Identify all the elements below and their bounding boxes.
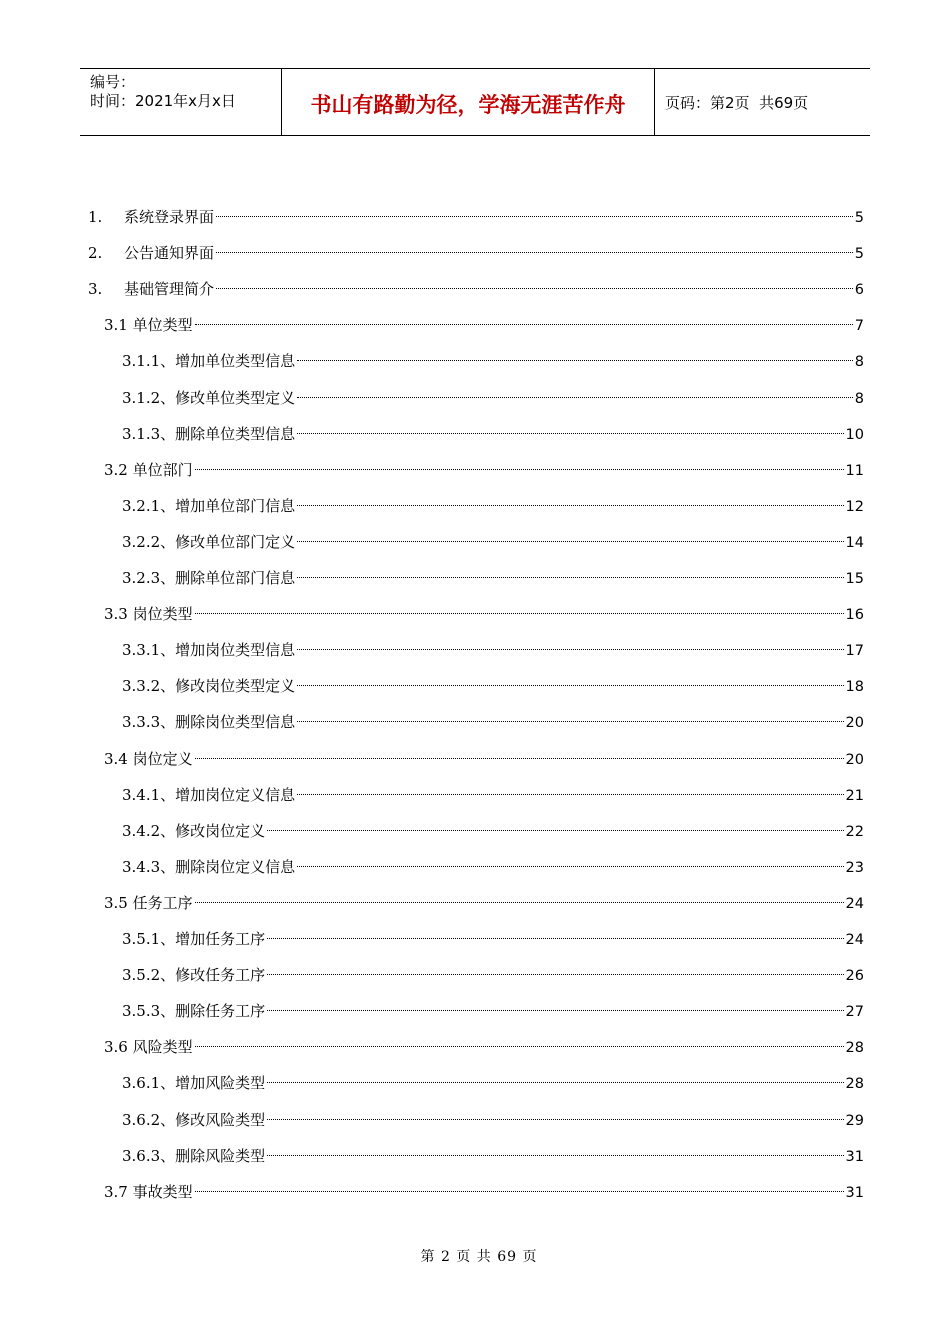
toc-entry[interactable]	[122, 928, 864, 950]
toc-entry-page: 24	[845, 895, 864, 912]
toc-entry-page: 14	[845, 534, 864, 551]
toc-entry[interactable]	[122, 1109, 864, 1131]
toc-entry[interactable]	[88, 206, 864, 228]
toc-entry-title: 3.5.1、增加任务工序	[122, 930, 266, 948]
toc-entry[interactable]	[122, 531, 864, 553]
toc-entry-number: 2.	[88, 244, 103, 263]
toc-entry[interactable]	[122, 1145, 864, 1167]
toc-dot-leader	[297, 577, 843, 578]
toc-dot-leader	[297, 433, 843, 434]
toc-entry-page: 18	[845, 679, 864, 696]
toc-entry[interactable]	[104, 603, 864, 625]
toc-dot-leader	[216, 252, 853, 253]
toc-entry-title: 3.1.1、增加单位类型信息	[122, 352, 296, 371]
toc-entry-title: 3.3.2、修改岗位类型定义	[122, 677, 296, 696]
toc-entry-page: 31	[845, 1184, 864, 1201]
toc-entry-title: 3.1 单位类型	[104, 316, 193, 335]
toc-dot-leader	[267, 1082, 843, 1083]
toc-dot-leader	[297, 649, 843, 650]
toc-entry-title: 3.6.1、增加风险类型	[122, 1074, 266, 1093]
toc-entry-page: 28	[845, 1076, 864, 1093]
toc-dot-leader	[267, 974, 843, 975]
toc-entry-title: 3.3.3、删除岗位类型信息	[122, 713, 296, 732]
toc-dot-leader	[297, 505, 843, 506]
toc-entry[interactable]	[104, 1036, 864, 1058]
toc-entry-page: 21	[845, 787, 864, 804]
toc-dot-leader	[195, 324, 853, 325]
toc-entry-title: 3.6 风险类型	[104, 1038, 193, 1057]
toc-entry-page: 20	[845, 715, 864, 732]
toc-dot-leader	[297, 866, 843, 867]
toc-dot-leader	[216, 288, 853, 289]
toc-entry-title: 3.4.2、修改岗位定义	[122, 821, 266, 840]
toc-entry-page: 20	[845, 751, 864, 768]
toc-dot-leader	[297, 721, 843, 722]
header-motto: 书山有路勤为径，学海无涯苦作舟	[282, 69, 655, 135]
toc-entry[interactable]	[122, 1000, 864, 1022]
document-time-label: 时间：2021年x月x日	[90, 92, 236, 110]
toc-dot-leader	[297, 685, 843, 686]
toc-entry[interactable]	[122, 964, 864, 986]
toc-entry-page: 16	[845, 607, 864, 624]
header-page-info	[655, 69, 870, 135]
toc-entry[interactable]	[122, 1072, 864, 1094]
toc-entry-title: 3.4.1、增加岗位定义信息	[122, 785, 296, 804]
toc-entry-page: 8	[854, 390, 864, 407]
page-footer	[0, 1246, 950, 1266]
toc-entry-title: 3.4.3、删除岗位定义信息	[122, 857, 296, 876]
toc-entry-title: 3.1.2、修改单位类型定义	[122, 388, 296, 407]
toc-entry-title: 3.4 岗位定义	[104, 749, 193, 768]
toc-dot-leader	[297, 397, 853, 398]
toc-entry-page: 7	[854, 318, 864, 335]
toc-entry-title: 基础管理简介	[124, 280, 215, 299]
toc-entry-number: 1.	[88, 208, 103, 226]
toc-entry[interactable]	[88, 242, 864, 264]
toc-entry-page: 27	[845, 1004, 864, 1021]
toc-entry-title: 公告通知界面	[124, 244, 215, 263]
toc-entry-page: 23	[845, 859, 864, 876]
toc-dot-leader	[195, 902, 844, 903]
toc-entry-page: 6	[854, 282, 864, 299]
header-meta	[80, 69, 282, 135]
toc-entry-page: 17	[845, 643, 864, 660]
toc-entry[interactable]	[122, 675, 864, 697]
toc-entry-page: 26	[845, 968, 864, 985]
toc-entry[interactable]	[122, 423, 864, 445]
toc-dot-leader	[267, 1119, 843, 1120]
toc-entry[interactable]	[104, 1181, 864, 1203]
toc-entry-number: 3.	[88, 280, 103, 299]
toc-entry-page: 15	[845, 571, 864, 587]
toc-entry-page: 28	[845, 1040, 864, 1057]
toc-entry[interactable]	[104, 892, 864, 914]
toc-entry-title: 3.6.3、删除风险类型	[122, 1146, 266, 1165]
toc-dot-leader	[267, 1010, 843, 1011]
toc-dot-leader	[195, 469, 844, 470]
toc-entry-title: 3.3.1、增加岗位类型信息	[122, 641, 296, 660]
page-header	[80, 68, 870, 136]
toc-entry[interactable]	[122, 495, 864, 517]
document-number-label: 编号：	[90, 73, 136, 91]
footer-page-number: 第 2 页 共 69 页	[420, 1249, 538, 1265]
toc-entry[interactable]	[122, 350, 864, 372]
toc-dot-leader	[297, 794, 843, 795]
toc-entry-page: 5	[854, 210, 864, 226]
header-page-info-text: 页码：第2页 共69页	[665, 93, 809, 112]
toc-entry-page: 11	[845, 462, 864, 479]
toc-entry-title: 3.6.2、修改风险类型	[122, 1110, 266, 1129]
toc-dot-leader	[216, 216, 853, 217]
toc-entry[interactable]	[122, 856, 864, 878]
toc-entry-title: 3.2 单位部门	[104, 460, 193, 479]
toc-dot-leader	[297, 360, 853, 361]
toc-entry-title: 3.5.2、修改任务工序	[122, 966, 266, 985]
toc-entry-title: 系统登录界面	[124, 208, 215, 226]
toc-entry[interactable]	[104, 314, 864, 336]
toc-dot-leader	[195, 1191, 844, 1192]
toc-entry[interactable]	[122, 820, 864, 842]
toc-entry-title: 3.2.2、修改单位部门定义	[122, 532, 296, 551]
toc-dot-leader	[195, 613, 844, 614]
toc-entry-title: 3.3 岗位类型	[104, 605, 193, 624]
toc-entry-page: 31	[845, 1148, 864, 1165]
toc-dot-leader	[267, 938, 843, 939]
toc-dot-leader	[297, 541, 843, 542]
toc-entry[interactable]	[122, 711, 864, 733]
toc-entry-page: 29	[845, 1112, 864, 1129]
toc-entry-title: 3.2.3、删除单位部门信息	[122, 569, 296, 587]
toc-dot-leader	[267, 1155, 843, 1156]
toc-entry-title: 3.1.3、删除单位类型信息	[122, 424, 296, 443]
toc-entry-page: 5	[854, 246, 864, 263]
toc-entry-title: 3.7 事故类型	[104, 1182, 193, 1201]
toc-entry-title: 3.2.1、增加单位部门信息	[122, 496, 296, 515]
toc-entry[interactable]	[122, 784, 864, 806]
toc-entry[interactable]	[122, 567, 864, 589]
toc-entry[interactable]	[104, 459, 864, 481]
toc-dot-leader	[267, 830, 843, 831]
toc-entry-title: 3.5 任务工序	[104, 893, 193, 912]
toc-entry[interactable]	[122, 387, 864, 409]
toc-entry[interactable]	[88, 278, 864, 300]
toc-entry-page: 8	[854, 354, 864, 371]
toc-entry-page: 24	[845, 932, 864, 948]
toc-entry-page: 10	[845, 426, 864, 443]
toc-entry[interactable]	[122, 639, 864, 661]
toc-dot-leader	[195, 1046, 844, 1047]
toc-entry-page: 12	[845, 498, 864, 515]
toc-entry[interactable]	[104, 748, 864, 770]
toc-entry-title: 3.5.3、删除任务工序	[122, 1002, 266, 1021]
toc-entry-page: 22	[845, 823, 864, 840]
toc-dot-leader	[195, 758, 844, 759]
